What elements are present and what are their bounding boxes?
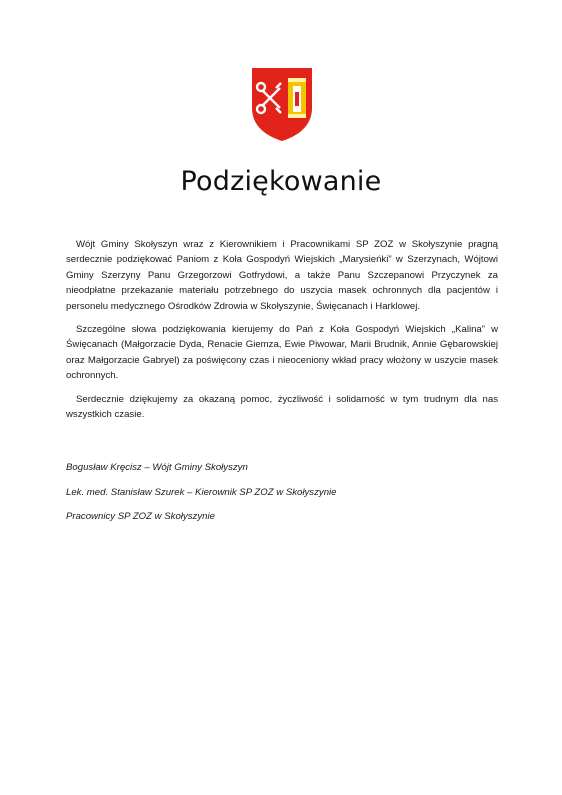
signature-line: Bogusław Kręcisz – Wójt Gminy Skołyszyn [66,462,248,473]
signature-line: Pracownicy SP ZOZ w Skołyszynie [66,511,215,522]
body-paragraph: Serdecznie dziękujemy za okazaną pomoc, życzliwość i solidarność w tym trudnym dla nas wszystkich czasie. [66,393,498,421]
body-paragraph: Wójt Gminy Skołyszyn wraz z Kierownikiem i Pracownikami SP ZOZ w Skołyszynie pragną serdecznie podziękować Paniom z Koła Gospodyń Wiejskich „Marysieńki” w Szerzynach, Wójtowi Gminy Szerzyny Panu Grzegorzowi Gotfrydowi, a także Panu Szczepanowi Przyczynek za nieodpłatne przekazanie materiału potrzebnego do uszycia masek ochronnych dla pacjentów i personelu medycznego Ośrodków Zdrowia w Skołyszynie, Święcanach i Harklowej. [66,239,498,312]
candle-tower-icon [288,78,306,118]
body-paragraph: Szczególne słowa podziękowania kierujemy do Pań z Koła Gospodyń Wiejskich „Kalina” w Święcanach (Małgorzacie Dyda, Renacie Giemza, Ewie Piwowar, Marii Brudnik, Annie Gębarowskiej oraz Małgorzacie Gabryel) za poświęcony czas i nieoceniony wkład pracy włożony w uszycie masek ochronnych. [66,324,498,382]
coat-of-arms-icon [250,66,314,142]
signature-line: Lek. med. Stanisław Szurek – Kierownik SP ZOZ w Skołyszynie [66,487,337,498]
document-body [66,237,498,430]
document-title: Podziękowanie [180,166,382,197]
